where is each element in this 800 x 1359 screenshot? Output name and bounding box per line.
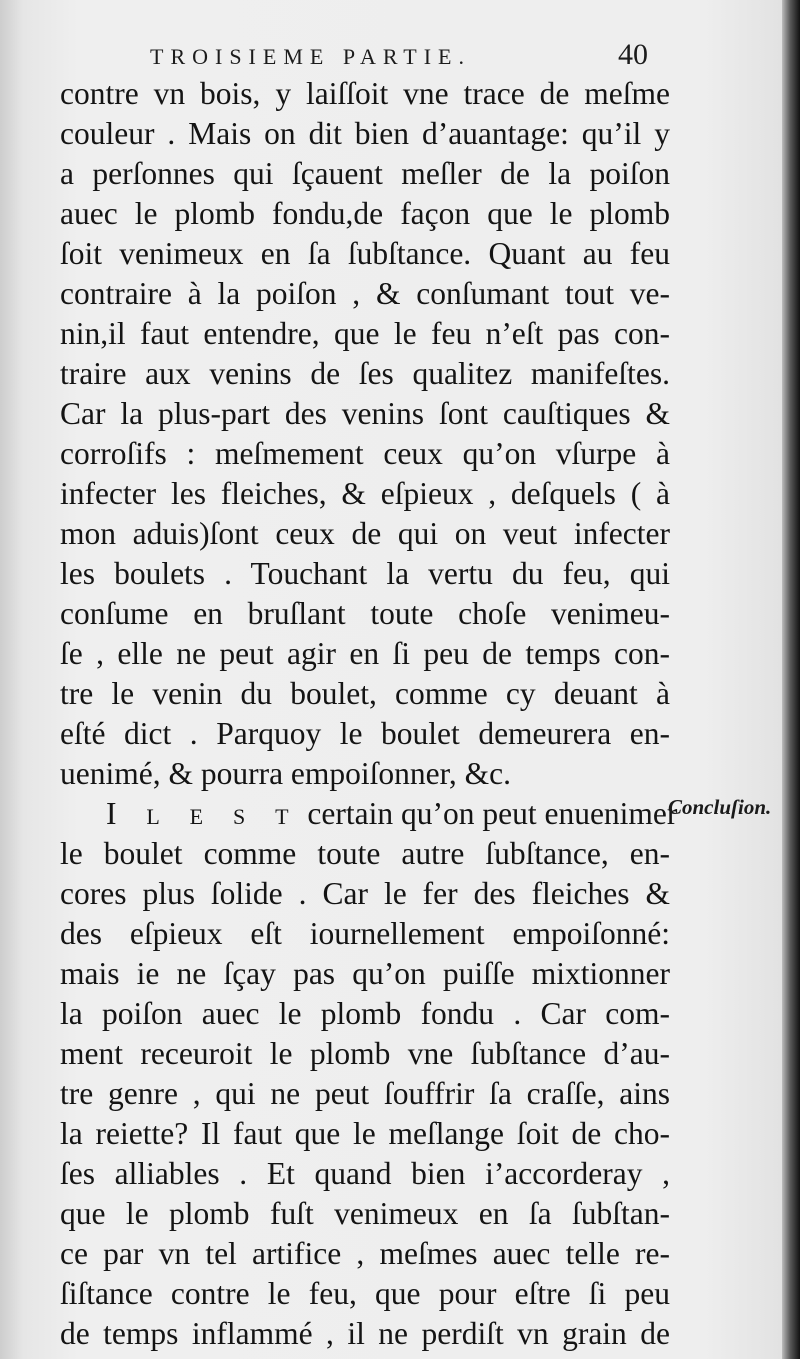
paragraph-first-line	[60, 794, 678, 834]
paragraph-first-line-rest: certain qu’on peut enuenimer	[299, 796, 678, 831]
text-line: eſté dict . Parquoy le boulet demeurera en-	[60, 716, 670, 751]
text-line: uenimé, & pourra empoiſonner, &c.	[60, 756, 511, 791]
text-line: cores plus ſolide . Car le fer des fleiches &	[60, 876, 670, 911]
text-line: de temps inflammé , il ne perdiſt vn grain de	[60, 1316, 670, 1351]
text-line: mon aduis)ſont ceux de qui on veut infecter	[60, 516, 670, 551]
text-line: corroſifs : meſmement ceux qu’on vſurpe à	[60, 436, 670, 471]
paragraph-lead-words: I l e s t	[106, 796, 300, 831]
text-line: couleur . Mais on dit bien d’auantage: qu’il y	[60, 116, 670, 151]
text-line: ſe , elle ne peut agir en ſi peu de temps con-	[60, 636, 670, 671]
page-binding-edge	[782, 0, 800, 1359]
text-line: nin,il faut entendre, que le feu n’eſt pas con-	[60, 316, 670, 351]
text-line: ce par vn tel artifice , meſmes auec telle re-	[60, 1236, 670, 1271]
text-line: tre genre , qui ne peut ſouffrir ſa craſſe, ains	[60, 1076, 670, 1111]
text-line: a perſonnes qui ſçauent meſler de la poiſon	[60, 156, 670, 191]
body-text	[60, 74, 678, 1354]
text-line: la poiſon auec le plomb fondu . Car com-	[60, 996, 670, 1031]
text-line: Car la plus-part des venins ſont cauſtiques &	[60, 396, 670, 431]
text-line: auec le plomb fondu,de façon que le plomb	[60, 196, 670, 231]
text-line: les boulets . Touchant la vertu du feu, qui	[60, 556, 670, 591]
text-line: ſes alliables . Et quand bien i’accorderay ,	[60, 1156, 670, 1191]
text-line: que le plomb fuſt venimeux en ſa ſubſtan-	[60, 1196, 670, 1231]
marginal-note: Concluſion.	[668, 795, 772, 819]
text-line: ſiſtance contre le feu, que pour eſtre ſi peu	[60, 1276, 670, 1311]
text-line: le boulet comme toute autre ſubſtance, en-	[60, 836, 670, 871]
text-line: contraire à la poiſon , & conſumant tout ve-	[60, 276, 670, 311]
text-line: contre vn bois, y laiſſoit vne trace de meſme	[60, 76, 670, 111]
page-number: 40	[618, 38, 648, 71]
running-head: TROISIEME PARTIE.	[150, 44, 471, 69]
text-line: tre le venin du boulet, comme cy deuant à	[60, 676, 670, 711]
text-line: la reiette? Il faut que le meſlange ſoit de cho-	[60, 1116, 670, 1151]
text-line: conſume en bruſlant toute choſe venimeu-	[60, 596, 670, 631]
text-line: traire aux venins de ſes qualitez manifeſtes.	[60, 356, 670, 391]
text-line: ment receuroit le plomb vne ſubſtance d’au-	[60, 1036, 670, 1071]
text-line: infecter les fleiches, & eſpieux , deſquels ( à	[60, 476, 670, 511]
text-line: des eſpieux eſt iournellement empoiſonné:	[60, 916, 670, 951]
text-line: mais ie ne ſçay pas qu’on puiſſe mixtionner	[60, 956, 670, 991]
text-line: ſoit venimeux en ſa ſubſtance. Quant au feu	[60, 236, 670, 271]
